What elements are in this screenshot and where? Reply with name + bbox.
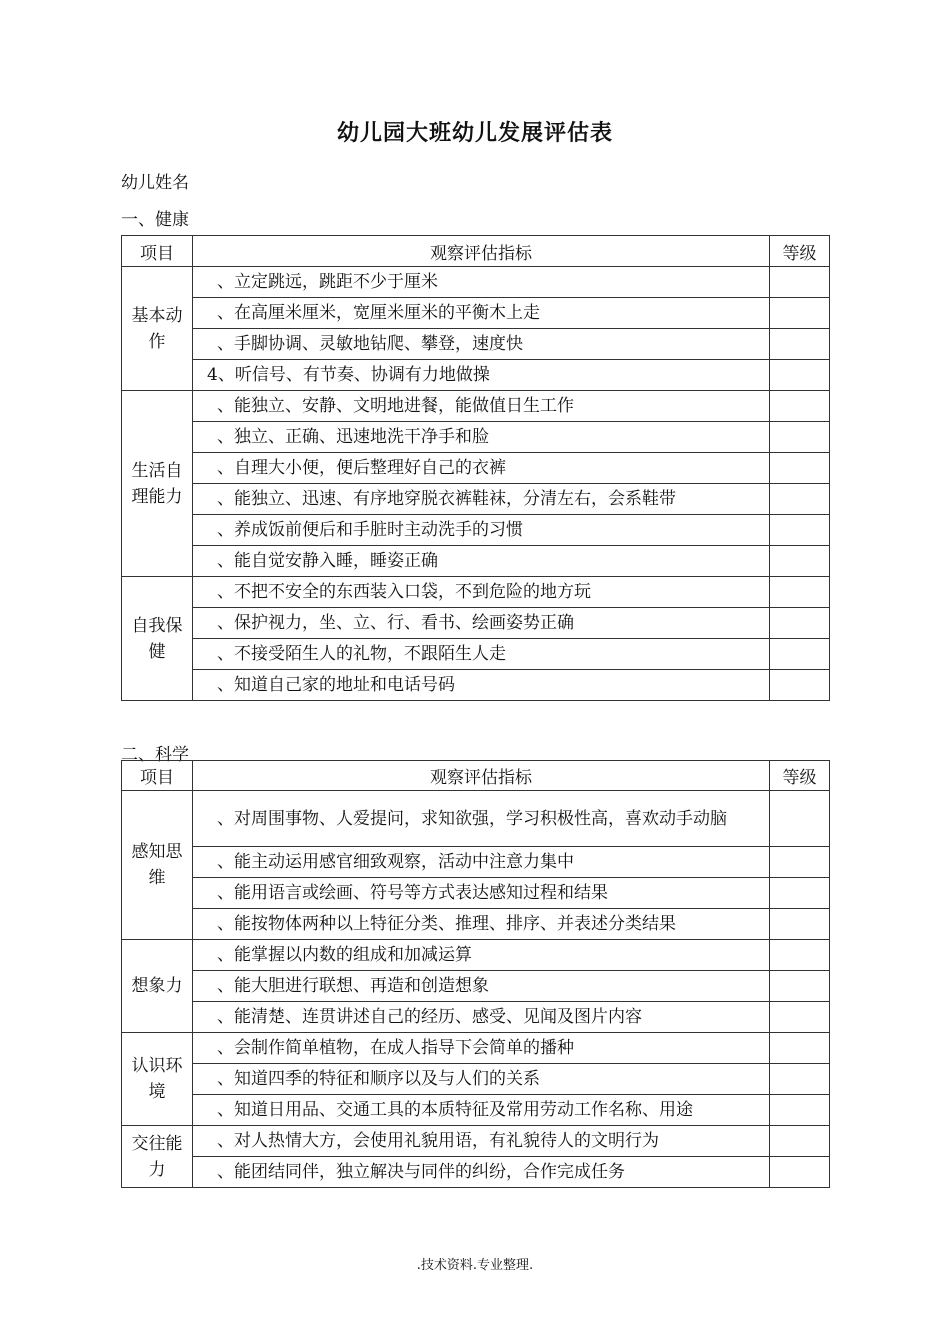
indicator-cell: 4、听信号、有节奏、协调有力地做操 [193,360,770,391]
table-row [122,940,830,971]
table-row [122,1157,830,1188]
grade-cell[interactable] [770,670,830,701]
category-cell: 生活自理能力 [122,391,193,577]
grade-cell[interactable] [770,515,830,546]
indicator-cell: 、在高厘米厘米，宽厘米厘米的平衡木上走 [193,298,770,329]
table-row [122,1126,830,1157]
grade-cell[interactable] [770,1064,830,1095]
table-row [122,577,830,608]
indicator-cell: 、能主动运用感官细致观察，活动中注意力集中 [193,847,770,878]
table-row [122,878,830,909]
table-row [122,1064,830,1095]
table-row [122,360,830,391]
grade-cell[interactable] [770,329,830,360]
indicator-cell: 、能按物体两种以上特征分类、推理、排序、并表述分类结果 [193,909,770,940]
table-row [122,546,830,577]
table-row [122,639,830,670]
grade-cell[interactable] [770,422,830,453]
science-table [121,760,830,1188]
table-row [122,453,830,484]
grade-cell[interactable] [770,608,830,639]
category-cell: 自我保健 [122,577,193,701]
grade-cell[interactable] [770,791,830,847]
table-row [122,329,830,360]
grade-cell[interactable] [770,453,830,484]
grade-cell[interactable] [770,639,830,670]
grade-cell[interactable] [770,484,830,515]
table-row [122,1002,830,1033]
indicator-cell: 、手脚协调、灵敏地钻爬、攀登，速度快 [193,329,770,360]
indicator-cell: 、知道日用品、交通工具的本质特征及常用劳动工作名称、用途 [193,1095,770,1126]
grade-cell[interactable] [770,298,830,329]
category-cell: 感知思维 [122,791,193,940]
indicator-cell: 、能独立、安静、文明地进餐，能做值日生工作 [193,391,770,422]
table-row [122,791,830,847]
table-row [122,484,830,515]
indicator-cell: 、会制作简单植物，在成人指导下会简单的播种 [193,1033,770,1064]
grade-cell[interactable] [770,360,830,391]
grade-cell[interactable] [770,1157,830,1188]
indicator-cell: 、能大胆进行联想、再造和创造想象 [193,971,770,1002]
table-row [122,515,830,546]
indicator-cell: 、能独立、迅速、有序地穿脱衣裤鞋袜，分清左右，会系鞋带 [193,484,770,515]
header-item: 项目 [122,236,193,267]
grade-cell[interactable] [770,391,830,422]
indicator-cell: 、不把不安全的东西装入口袋，不到危险的地方玩 [193,577,770,608]
header-indicator: 观察评估指标 [193,761,770,791]
indicator-cell: 、不接受陌生人的礼物，不跟陌生人走 [193,639,770,670]
page-title: 幼儿园大班幼儿发展评估表 [336,121,613,146]
grade-cell[interactable] [770,909,830,940]
section-science-title: 二、科学 [121,745,189,765]
grade-cell[interactable] [770,546,830,577]
indicator-cell: 、养成饭前便后和手脏时主动洗手的习惯 [193,515,770,546]
page-footer: .技术资料.专业整理. [416,1258,534,1273]
table-row [122,847,830,878]
indicator-cell: 、知道四季的特征和顺序以及与人们的关系 [193,1064,770,1095]
indicator-cell: 、能清楚、连贯讲述自己的经历、感受、见闻及图片内容 [193,1002,770,1033]
table-row [122,1095,830,1126]
indicator-cell: 、知道自己家的地址和电话号码 [193,670,770,701]
table-row [122,267,830,298]
grade-cell[interactable] [770,940,830,971]
table-row [122,608,830,639]
indicator-cell: 、能团结同伴，独立解决与同伴的纠纷，合作完成任务 [193,1157,770,1188]
category-cell: 想象力 [122,940,193,1033]
grade-cell[interactable] [770,847,830,878]
table-row [122,391,830,422]
indicator-cell: 、能自觉安静入睡，睡姿正确 [193,546,770,577]
grade-cell[interactable] [770,1002,830,1033]
indicator-cell: 、对人热情大方，会使用礼貌用语，有礼貌待人的文明行为 [193,1126,770,1157]
indicator-cell: 、对周围事物、人爱提问，求知欲强，学习积极性高，喜欢动手动脑 [193,791,770,847]
table-row [122,1033,830,1064]
category-cell: 交往能力 [122,1126,193,1188]
grade-cell[interactable] [770,577,830,608]
grade-cell[interactable] [770,1126,830,1157]
indicator-cell: 、能掌握以内数的组成和加减运算 [193,940,770,971]
grade-cell[interactable] [770,971,830,1002]
indicator-cell: 、立定跳远，跳距不少于厘米 [193,267,770,298]
indicator-cell: 、独立、正确、迅速地洗干净手和脸 [193,422,770,453]
indicator-cell: 、自理大小便，便后整理好自己的衣裤 [193,453,770,484]
table-row [122,298,830,329]
category-cell: 基本动作 [122,267,193,391]
child-name-label: 幼儿姓名 [121,173,189,193]
table-row [122,670,830,701]
grade-cell[interactable] [770,1033,830,1064]
section-health-title: 一、健康 [121,210,189,230]
table-row [122,909,830,940]
header-grade: 等级 [770,761,830,791]
health-table [121,235,830,701]
grade-cell[interactable] [770,1095,830,1126]
table-row [122,971,830,1002]
indicator-cell: 、能用语言或绘画、符号等方式表达感知过程和结果 [193,878,770,909]
category-cell: 认识环境 [122,1033,193,1126]
header-indicator: 观察评估指标 [193,236,770,267]
indicator-cell: 、保护视力，坐、立、行、看书、绘画姿势正确 [193,608,770,639]
header-item: 项目 [122,761,193,791]
table-row [122,422,830,453]
grade-cell[interactable] [770,267,830,298]
grade-cell[interactable] [770,878,830,909]
header-grade: 等级 [770,236,830,267]
